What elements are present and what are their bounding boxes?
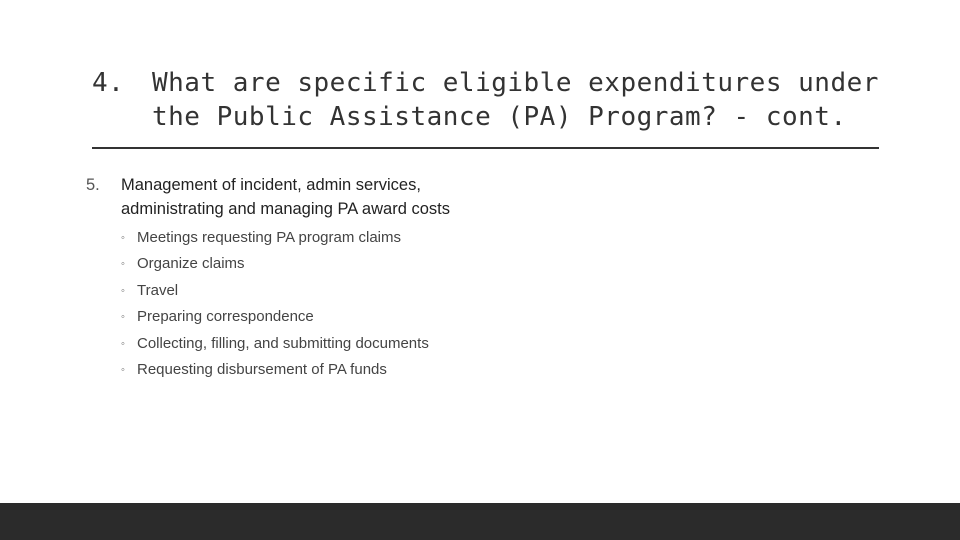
sub-list-item: [121, 331, 506, 357]
footer-bar: [0, 503, 960, 540]
title-text-line-2: the Public Assistance (PA) Program? - cont.: [152, 102, 847, 132]
title-number: 4.: [92, 68, 125, 98]
bullet-icon: ◦: [121, 284, 125, 297]
title-text-line-1: What are specific eligible expenditures under: [152, 68, 879, 98]
bullet-icon: ◦: [121, 232, 125, 244]
sub-list-item-label: Meetings requesting PA program claims: [137, 229, 402, 246]
sub-list-item-label: Travel: [137, 281, 179, 299]
sub-list-item-label: Organize claims: [137, 255, 245, 273]
sub-list-item-label: Requesting disbursement of PA funds: [137, 361, 387, 379]
slide-body: [86, 173, 506, 383]
sub-list-item: [121, 304, 506, 330]
list-item-number: 5.: [86, 176, 100, 194]
sub-list-item: [121, 225, 506, 251]
bullet-icon: ◦: [121, 258, 125, 271]
sub-list-item: [121, 278, 506, 304]
bullet-icon: ◦: [121, 364, 125, 377]
sub-list-item: [121, 357, 506, 383]
sub-list-item-label: Preparing correspondence: [137, 308, 314, 326]
title-line-2: [92, 100, 892, 134]
title-line-1: [92, 66, 892, 100]
sub-list-item: [121, 251, 506, 277]
sub-list-item-label: Collecting, filling, and submitting documents: [137, 334, 429, 352]
title-divider: [92, 147, 879, 149]
title-number-spacer: [92, 100, 152, 134]
list-item-text: Management of incident, admin services, administrating and managing PA award costs: [121, 176, 450, 218]
bullet-icon: ◦: [121, 311, 125, 324]
bullet-icon: ◦: [121, 337, 125, 350]
sub-list: [86, 225, 506, 383]
list-item-5: [86, 173, 506, 221]
slide-title: [92, 66, 892, 134]
